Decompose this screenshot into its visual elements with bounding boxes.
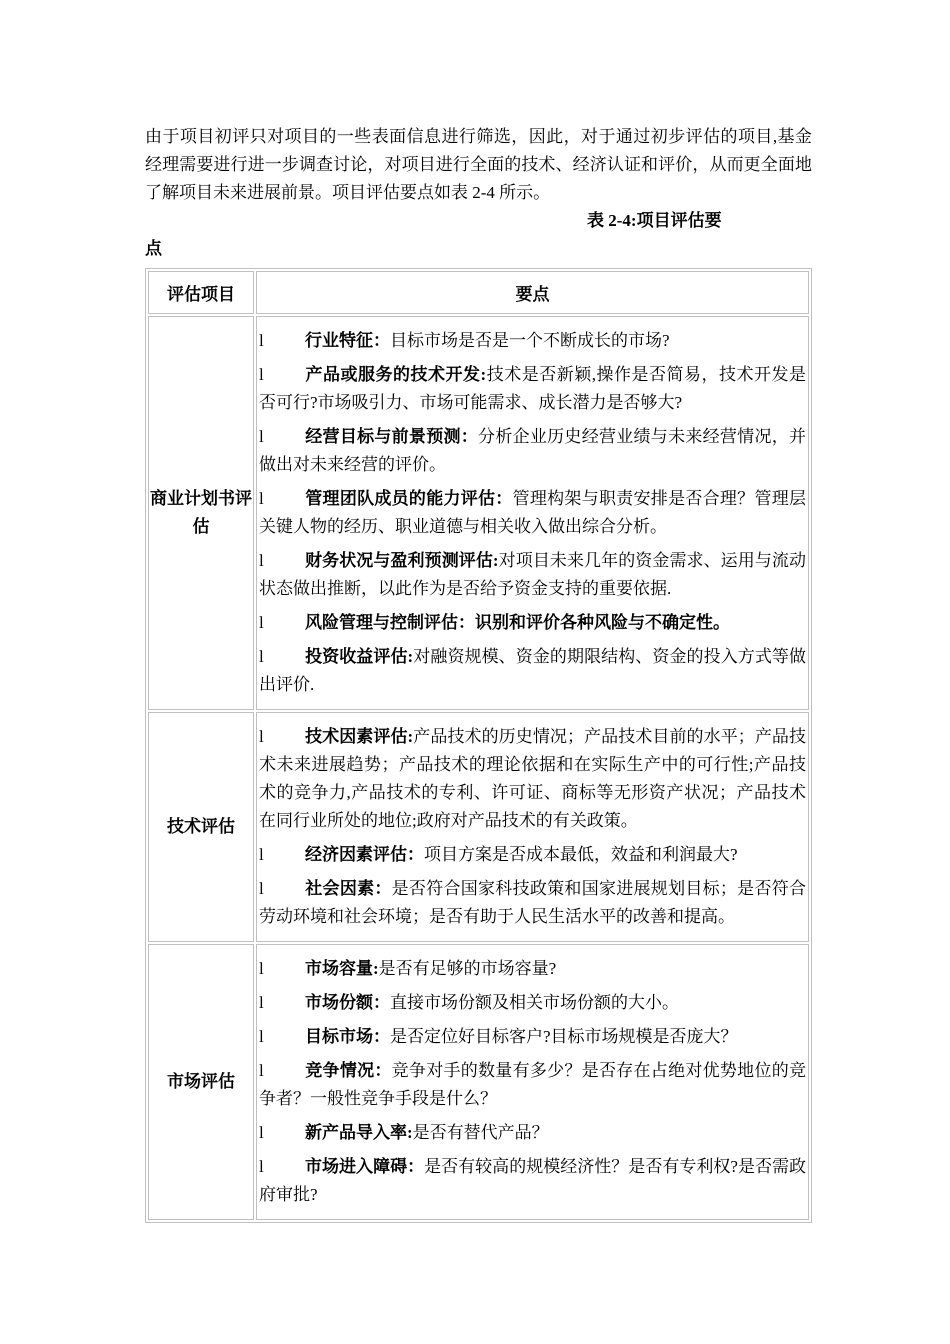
list-bullet: l <box>259 1027 264 1046</box>
point-term: 社会因素： <box>305 879 392 898</box>
table-row <box>148 316 809 710</box>
point-text: 是否定位好目标客户?目标市场规模是否庞大？ <box>390 1027 738 1046</box>
point-item <box>259 1023 806 1051</box>
point-text: 分析企业历史经营业绩与未来经营情况，并做出对未来经营的评价。 <box>259 427 807 474</box>
point-text: 直接市场份额及相关市场份额的大小。 <box>390 993 679 1012</box>
table-header-row <box>148 271 809 314</box>
point-item <box>259 423 806 479</box>
point-text: 是否有足够的市场容量? <box>378 959 557 978</box>
point-text: 对融资规模、资金的期限结构、资金的投入方式等做出评价. <box>259 647 807 694</box>
point-text: 管理构架与职责安排是否合理？管理层关键人物的经历、职业道德与相关收入做出综合分析。 <box>259 489 807 536</box>
point-item <box>259 1119 806 1147</box>
point-term: 财务状况与盈利预测评估: <box>305 551 499 570</box>
point-item <box>259 723 806 835</box>
list-bullet: l <box>259 879 264 898</box>
table-row <box>148 712 809 942</box>
point-item <box>259 1153 806 1209</box>
point-item <box>259 547 806 603</box>
point-item <box>259 327 806 355</box>
list-bullet: l <box>259 1061 264 1080</box>
list-bullet: l <box>259 613 264 632</box>
point-item <box>259 485 806 541</box>
point-text: 是否有替代产品？ <box>412 1123 549 1142</box>
point-term: 产品或服务的技术开发: <box>305 365 487 384</box>
point-item <box>259 955 806 983</box>
point-text: 竞争对手的数量有多少？是否存在占绝对优势地位的竞争者？一般性竞争手段是什么？ <box>259 1061 807 1108</box>
points-cell <box>256 712 809 942</box>
point-text: 对项目未来几年的资金需求、运用与流动状态做出推断，以此作为是否给予资金支持的重要依据. <box>259 551 806 598</box>
point-term: 市场容量: <box>305 959 379 978</box>
list-bullet: l <box>259 959 264 978</box>
list-bullet: l <box>259 1123 264 1142</box>
point-term: 风险管理与控制评估：识别和评价各种风险与不确定性。 <box>305 613 730 632</box>
point-term: 经济因素评估： <box>305 845 424 864</box>
point-item <box>259 609 806 637</box>
point-term: 市场进入障碍： <box>305 1157 425 1176</box>
point-item <box>259 841 806 869</box>
list-bullet: l <box>259 427 264 446</box>
point-text: 目标市场是否是一个不断成长的市场? <box>390 331 670 350</box>
list-bullet: l <box>259 331 264 350</box>
point-item <box>259 875 806 931</box>
point-term: 经营目标与前景预测： <box>305 427 479 446</box>
table-body <box>148 316 809 1220</box>
point-term: 竞争情况： <box>305 1061 392 1080</box>
row-label: 市场评估 <box>148 944 254 1220</box>
list-bullet: l <box>259 727 264 746</box>
header-cell-key-points: 要点 <box>256 271 809 314</box>
point-item <box>259 361 806 417</box>
point-term: 新产品导入率: <box>305 1123 413 1142</box>
point-item <box>259 1057 806 1113</box>
point-text: 是否有较高的规模经济性？是否有专利权?是否需政府审批? <box>259 1157 807 1204</box>
list-bullet: l <box>259 365 264 384</box>
intro-paragraph: 由于项目初评只对项目的一些表面信息进行筛选，因此，对于通过初步评估的项目,基金经理需要进行进一步调查讨论，对项目进行全面的技术、经济认证和评价，从而更全面地了解项目未来进展前景。项目评估要点如表 2-4 所示。 <box>145 127 812 202</box>
point-text: 项目方案是否成本最低，效益和利润最大? <box>424 845 738 864</box>
point-term: 行业特征： <box>305 331 390 350</box>
row-label: 商业计划书评估 <box>148 316 254 710</box>
table-caption-line2: 点 <box>145 239 162 258</box>
point-term: 投资收益评估: <box>305 647 414 666</box>
table-row <box>148 944 809 1220</box>
list-bullet: l <box>259 489 264 508</box>
point-text: 技术是否新颖,操作是否简易，技术开发是否可行?市场吸引力、市场可能需求、成长潜力是否够大? <box>259 365 807 412</box>
list-bullet: l <box>259 647 264 666</box>
header-cell-evaluation-item: 评估项目 <box>148 271 254 314</box>
point-term: 管理团队成员的能力评估： <box>305 489 513 508</box>
point-text: 产品技术的历史情况；产品技术目前的水平；产品技术未来进展趋势；产品技术的理论依据和在实际生产中的可行性;产品技术的竞争力,产品技术的专利、许可证、商标等无形资产状况；产品技术在同行业所处的地位;政府对产品技术的有关政策。 <box>259 727 807 830</box>
points-cell <box>256 316 809 710</box>
point-item <box>259 643 806 699</box>
list-bullet: l <box>259 1157 264 1176</box>
list-bullet: l <box>259 551 264 570</box>
point-term: 技术因素评估: <box>305 727 414 746</box>
table-caption <box>145 207 812 263</box>
list-bullet: l <box>259 993 264 1012</box>
row-label: 技术评估 <box>148 712 254 942</box>
point-term: 市场份额： <box>305 993 390 1012</box>
point-text: 是否符合国家科技政策和国家进展规划目标；是否符合劳动环境和社会环境；是否有助于人民生活水平的改善和提高。 <box>259 879 807 926</box>
table-caption-line1: 表 2-4:项目评估要 <box>587 211 722 230</box>
point-term: 目标市场： <box>305 1027 390 1046</box>
point-item <box>259 989 806 1017</box>
points-cell <box>256 944 809 1220</box>
list-bullet: l <box>259 845 264 864</box>
evaluation-table <box>145 268 812 1223</box>
